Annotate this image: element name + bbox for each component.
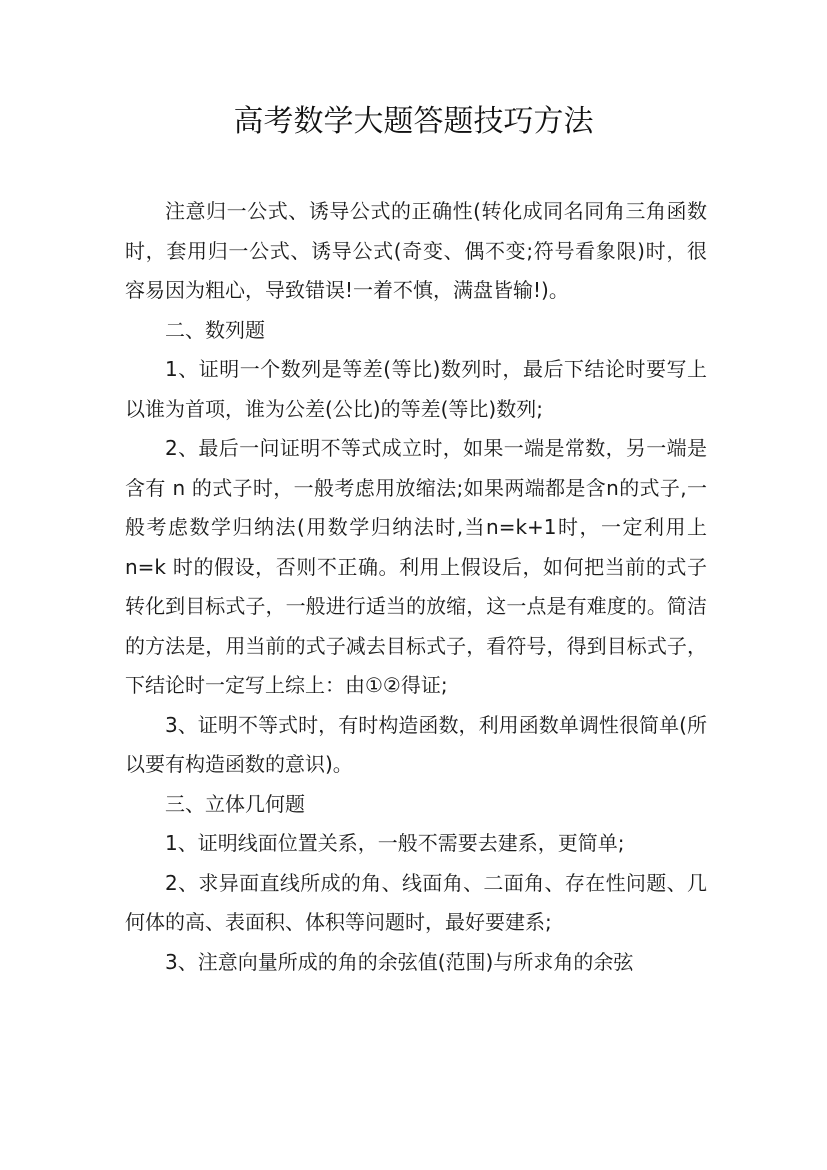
section-heading-sequences: 二、数列题 (165, 317, 265, 342)
paragraph-geometry-tip-2: 2、求异面直线所成的角、线面角、二面角、存在性问题、几何体的高、表面积、体积等问题时，最好要建系; (125, 870, 707, 934)
paragraph-geometry-tip-3: 3、注意向量所成的角的余弦值(范围)与所求角的余弦 (165, 949, 634, 974)
section-heading-solid-geometry: 三、立体几何题 (165, 791, 305, 816)
paragraph-intro: 注意归一公式、诱导公式的正确性(转化成同名同角三角函数时，套用归一公式、诱导公式(奇变、偶不变;符号看象限)时，很容易因为粗心，导致错误!一着不慎，满盘皆输!)。 (125, 199, 707, 302)
paragraph-sequence-tip-1: 1、证明一个数列是等差(等比)数列时，最后下结论时要写上以谁为首项，谁为公差(公比)的等差(等比)数列; (125, 357, 707, 421)
paragraph-geometry-tip-1: 1、证明线面位置关系，一般不需要去建系，更简单; (165, 831, 625, 855)
document-title: 高考数学大题答题技巧方法 (233, 104, 594, 139)
paragraph-sequence-tip-3: 3、证明不等式时，有时构造函数，利用函数单调性很简单(所以要有构造函数的意识)。 (125, 712, 707, 776)
paragraph-sequence-tip-2: 2、最后一问证明不等式成立时，如果一端是常数，另一端是含有 n 的式子时，一般考虑用放缩法;如果两端都是含n的式子,一般考虑数学归纳法(用数学归纳法时,当n=k+1时，一定利用上 n=k 时的假设，否则不正确。利用上假设后，如何把当前的式子转化到目标式子，一般进行适当的放缩，这一点是有难度的。简洁的方法是，用当前的式子减去目标式子，看符号，得到目标式子，下结论时一定写上综上：由①②得证; (125, 436, 707, 697)
document-body (125, 192, 707, 982)
